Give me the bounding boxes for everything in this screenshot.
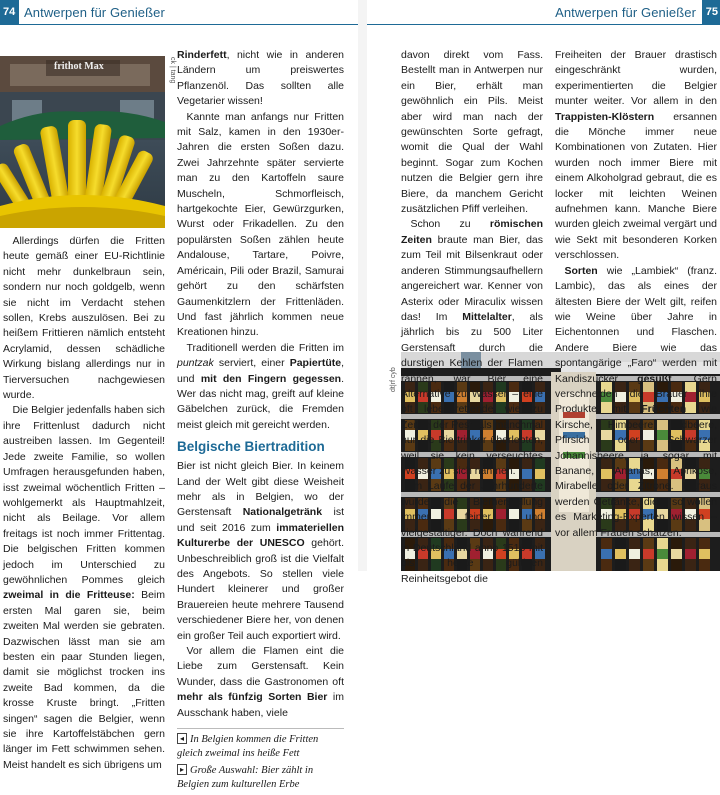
section-heading-beer: Belgische Biertradition bbox=[177, 439, 325, 455]
caption-fries: ◂ In Belgien kommen die Fritten gleich zweimal ins heiße Fett bbox=[177, 734, 319, 760]
fries-illustration bbox=[0, 56, 165, 228]
right-header-rule bbox=[367, 24, 720, 25]
col4-paragraph-1: Freiheiten der Brauer drastisch eingeschränkt wurden, experimentierten die Belgier munter weiter. Vor allem in den Trappisten-Klöstern ersannen die Mönche immer neue Kombinationen von Zutaten. Hier wurden noch immer Biere mit einem Alkoholgrad gebraut, die es locker mit leichten Weinen aufnehmen kann. Manche Biere wurden gleich zweimal vergärt und wie Sekt mit besonderen Korken verschlossen. bbox=[555, 49, 717, 262]
col2-paragraph-5: Vor allem die Flamen eint die Liebe zum Gerstensaft. Kein Wunder, dass die Gastronomen oft mehr als fünfzig Sorten Bier im Ausschank haben, viele bbox=[177, 645, 344, 719]
text-column-4 bbox=[555, 48, 717, 541]
col2-paragraph-1: Rinderfett, nicht wie in anderen Ländern um preiswertes Pflanzenöl. Das sollten alle Vegetarier wissen! bbox=[177, 49, 344, 108]
fries-photo bbox=[0, 56, 165, 228]
col1-paragraph-2: Die Belgier jedenfalls haben sich ihre Frittenlust dadurch nicht austreiben lassen. Im Gegenteil! Jede zweite Familie, so wollen Umfragen herausgefunden haben, isst zweimal wöchentlich Fritten – wohlgemerkt als Hauptmahlzeit, nicht als Beilage. Vor allem freitags ist noch immer Frittentag. Die belgischen Fritten kommen jedoch im Unterschied zu gewöhnlichen Pommes gleich zweimal in die Fritteuse: Beim ersten Mal garen sie, beim zweiten Mal werden sie gebraten. Dazwischen lässt man sie am besten ein paar Stunden liegen, damit sie möglichst trocken ins zweite Bad kommen, da die krosse Kruste bringt. „Fritten singen“ sagen die Belgier, wenn sie ihre Kartoffelstäbchen gern länger im Fett schwimmen sehen. Meist handelt es sich übrigens um bbox=[3, 404, 165, 771]
text-column-2 bbox=[177, 48, 344, 795]
book-gutter bbox=[358, 0, 367, 571]
fries-photo-credit: ck | tang bbox=[169, 57, 176, 84]
left-page-number: 74 bbox=[3, 6, 16, 18]
col2-paragraph-4: Bier ist nicht gleich Bier. In keinem Land der Welt gibt diese Weisheit mehr als in Belgien, wo der Gerstensaft Nationalgetränk ist und seit 2016 zum immateriellen Kulturerbe der UNESCO gehört. Unbeschreiblich groß ist die Vielfalt des Angebots. So stellen viele Hundert kleinerer und großer Brauereien heute mehrere Tausend verschiedener Biere her, von denen ein großer Teil auch exportiert wird. bbox=[177, 460, 344, 642]
col2-paragraph-3: Traditionell werden die Fritten im puntzak serviert, einer Papiertüte, und mit den Fingern gegessen. Wer das nicht mag, greift auf kleine Gäbelchen zurück, die Fremden meist gleich mit gereicht werden. bbox=[177, 341, 345, 431]
right-page-number: 75 bbox=[705, 6, 718, 18]
right-running-title: Antwerpen für Genießer bbox=[555, 5, 696, 20]
col4-paragraph-2: Sorten wie „Lambiek“ (franz. Lambic), das als eines der ältesten Biere der Welt gilt, reifen wie Weine über Jahre in Eichentonnen und Flaschen. Andere Biere wie das spontangärige „Faro“ werden mit Kandiszucker gesüßt. Gern verschneiden die Brauer ihre Produkte mit Früchten wie Kirsche, Himbeere, Erdbeere, Pfirsich oder Schwarzer Johannisbeere, ja sogar mit Banane, Ananas, Aprikose, Mirabelle oder Zitrone. Daraus werden Getränke, die – so wollen es Marketing-Experten wissen – vor allem Frauen schätzen. bbox=[555, 264, 717, 539]
shelf-photo-credit: dt|rf cyb bbox=[390, 367, 397, 392]
text-column-3 bbox=[401, 48, 543, 587]
fries-shop-sign: frithot Max bbox=[54, 61, 104, 72]
caption-arrow-right-icon: ▸ bbox=[177, 764, 187, 775]
text-column-1 bbox=[3, 234, 165, 773]
col3-paragraph-2: Schon zu römischen Zeiten braute man Bier, das zum Teil mit Bilsenkraut oder anderen Stimmungsaufhellern angereichert war. Kenner von Asterix oder Miraculix wissen das! Im Mittelalter, als jährlich bis zu 500 Liter Gerstensaft durch die durstigen Kehlen der Flamen rannen, war Bier eine Alternative zu Wasser – eine oft lebensrettende wie zu Zeiten der Pest, als manchmal nur die Biertrinker überlebten, weil sie kein verseuchtes Wasser zu sich nahmen. bbox=[401, 218, 543, 477]
left-running-title: Antwerpen für Genießer bbox=[24, 5, 165, 20]
left-header-rule bbox=[0, 24, 358, 25]
col1-paragraph-1: Allerdings dürfen die Fritten heute gemäß einer EU-Richtlinie nicht mehr dunkelbraun sein, sondern nur noch goldgelb, wenn sie nicht im Verdacht stehen sollen, Krebs auszulösen. Bei zu heißem Frittieren nämlich entsteht Acrylamid, dessen schädliche Wirkung bislang allerdings nur in Tierversuchen nachgewiesen wurde. bbox=[3, 235, 165, 402]
caption-beer: ▸ Große Auswahl: Bier zählt in Belgien zum kulturellen Erbe bbox=[177, 765, 314, 791]
col2-paragraph-2: Kannte man anfangs nur Fritten mit Salz, kamen in den 1930er-Jahren die ersten Soßen dazu. Zwei Jahrzehnte später servierte man zu den Kartoffeln saure Muscheln, Schmorfleisch, hartgekochte Eier, Gewürzgurken, Wurst oder Frikadellen. Zu den populärsten Soßen zählen heute Andalouse, Tartare, Poivre, Américain, Pili oder Brazil, Samurai gehört zu den schärfsten Gaumenkitzlern der Frittenläden. Und fast jährlich kommen neue Kreationen hinzu. bbox=[177, 110, 344, 339]
photo-captions bbox=[177, 728, 344, 792]
col3-paragraph-3: Im Laufe der Jahrhunderte wurde die Bierherstellung immer feiner und vielgestaltiger. Doch während in Deutschland anno 1516 mit bis heute gültigen Reinheitsgebot die bbox=[401, 480, 543, 585]
col3-paragraph-1: davon direkt vom Fass. Bestellt man in Antwerpen nur ein Bier, erhält man gewöhnlich ein Pils. Meist aber wird man nach der gewünschten Sorte gefragt, womit die Qual der Wahl beginnt. Sogar zum Kochen nutzen die Belgier gern ihre Biere, da manchem Gericht zusätzlichen Pfiff verleihen. bbox=[401, 49, 543, 216]
caption-arrow-left-icon: ◂ bbox=[177, 733, 187, 744]
